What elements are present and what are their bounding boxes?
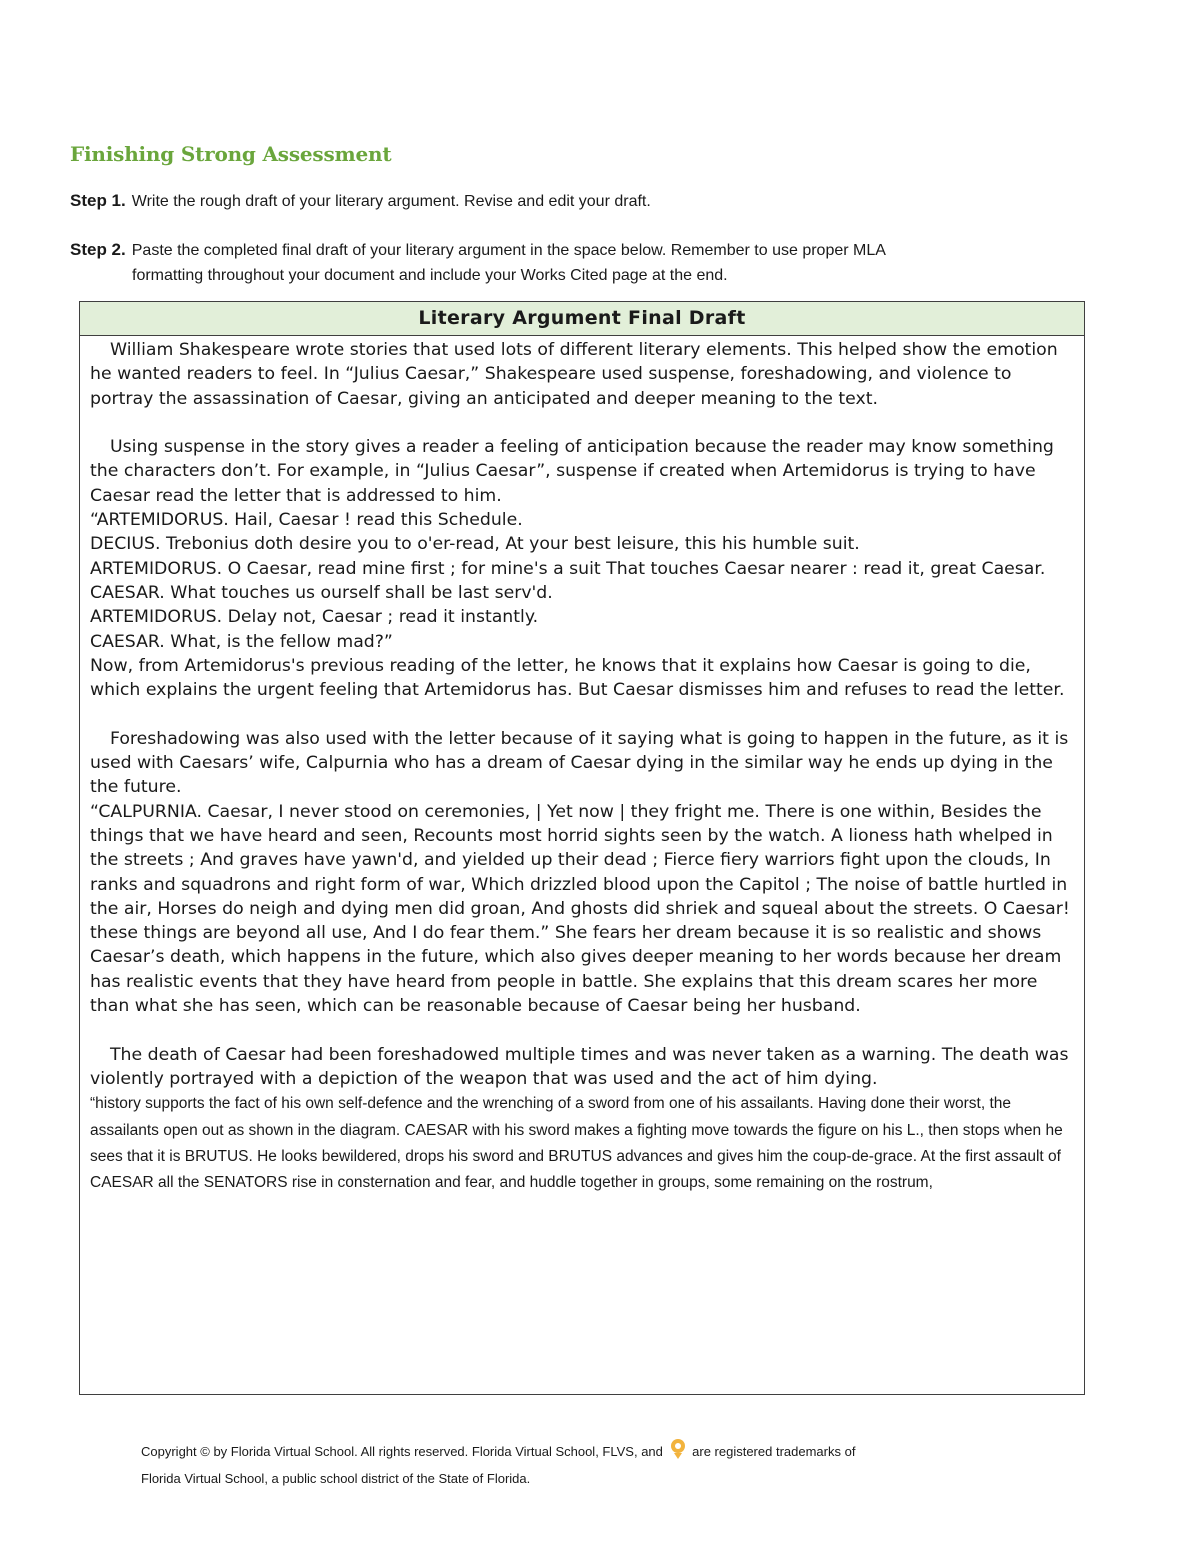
draft-paragraph-suspense-analysis: Now, from Artemidorus's previous reading of the letter, he knows that it explains how Caesar is going to die, which explains the urgent feeling that Artemidorus has. But Caesar dismisses him and refuses to read the letter. (90, 655, 1065, 701)
quote-line: DECIUS. Trebonius doth desire you to o'er-read, At your best leisure, this his humble suit. (90, 534, 860, 555)
copyright-text-3: Florida Virtual School, a public school district of the State of Florida. (141, 1471, 531, 1486)
step-1-text: Write the rough draft of your literary argument. Revise and edit your draft. (131, 193, 651, 210)
flvs-logo-icon (669, 1438, 687, 1467)
quote-line: CAESAR. What, is the fellow mad?” (90, 631, 393, 652)
step-2-label: Step 2. (70, 240, 126, 259)
draft-paragraph-violence: The death of Caesar had been foreshadowed multiple times and was never taken as a warning. The death was violently portrayed with a depiction of the weapon that was used and the act of him dying. (90, 1044, 1069, 1089)
final-draft-title: Literary Argument Final Draft (80, 302, 1084, 336)
quote-line: ARTEMIDORUS. Delay not, Caesar ; read it instantly. (90, 607, 539, 628)
step-2-text-line2: formatting throughout your document and include your Works Cited page at the end. (132, 267, 728, 284)
draft-paragraph-intro: William Shakespeare wrote stories that used lots of different literary elements. This helped show the emotion he wanted readers to feel. In “Julius Caesar,” Shakespeare used suspense, foreshadowing, and violence to portray the assassination of Caesar, giving an anticipated and deeper meaning to the text. (90, 340, 1058, 409)
draft-paragraph-suspense: Using suspense in the story gives a reader a feeling of anticipation because the reader may know something the characters don’t. For example, in “Julius Caesar”, suspense if created when Artemidorus is trying to have Caesar read the letter that is addressed to him. (90, 437, 1054, 506)
page-title: Finishing Strong Assessment (70, 142, 392, 166)
quote-line: ARTEMIDORUS. O Caesar, read mine first ; for mine's a suit That touches Caesar nearer : read it, great Caesar. (90, 558, 1046, 579)
draft-paragraph-foreshadowing: Foreshadowing was also used with the letter because of it saying what is going to happen in the future, as it is used with Caesars’ wife, Calpurnia who has a dream of Caesar dying in the similar way he ends up dying in the the future. (90, 728, 1069, 798)
step-2-instruction (70, 237, 1080, 288)
draft-paragraph-history-quote: “history supports the fact of his own self-defence and the wrenching of a sword from one of his assailants. Having done their worst, the assailants open out as shown in the diagram. CAESAR with his sword makes a fighting move towards the figure on his L., then stops when he sees that it is BRUTUS. He looks bewildered, drops his sword and BRUTUS advances and gives him the coup-de-grace. At the first assault of CAESAR all the SENATORS rise in consternation and fear, and huddle together in groups, some remaining on the rostrum, (90, 1095, 1063, 1192)
final-draft-box (79, 301, 1085, 1395)
step-1-label: Step 1. (70, 191, 126, 210)
step-1-instruction (70, 188, 1080, 214)
copyright-text-1: Copyright © by Florida Virtual School. All rights reserved. Florida Virtual School, FLVS, and (141, 1443, 663, 1459)
step-2-text-line1: Paste the completed final draft of your literary argument in the space below. Remember to use proper MLA (131, 242, 886, 259)
copyright-text-2: are registered trademarks of (692, 1443, 856, 1459)
final-draft-text-area[interactable] (80, 336, 1084, 1196)
draft-paragraph-calpurnia-quote: “CALPURNIA. Caesar, I never stood on ceremonies, | Yet now | they fright me. There is one within, Besides the things that we have heard and seen, Recounts most horrid sights seen by the watch. A lioness hath whelped in the streets ; And graves have yawn'd, and yielded up their dead ; Fierce fiery warriors fight upon the clouds, In ranks and squadrons and right form of war, Which drizzled blood upon the Capitol ; The noise of battle hurtled in the air, Horses do neigh and dying men did groan, And ghosts did shriek and squeal about the streets. O Caesar! these things are beyond all use, And I do fear them.” She fears her dream because it is so realistic and shows Caesar’s death, which happens in the future, which also gives deeper meaning to her words because her dream has realistic events that they have heard from people in battle. She explains that this dream scares her more than what she has seen, which can be reasonable because of Caesar being her husband. (90, 801, 1070, 1017)
quote-line: CAESAR. What touches us ourself shall be last serv'd. (90, 582, 553, 603)
quote-line: “ARTEMIDORUS. Hail, Caesar ! read this Schedule. (90, 510, 523, 531)
copyright-footer (141, 1438, 1101, 1490)
